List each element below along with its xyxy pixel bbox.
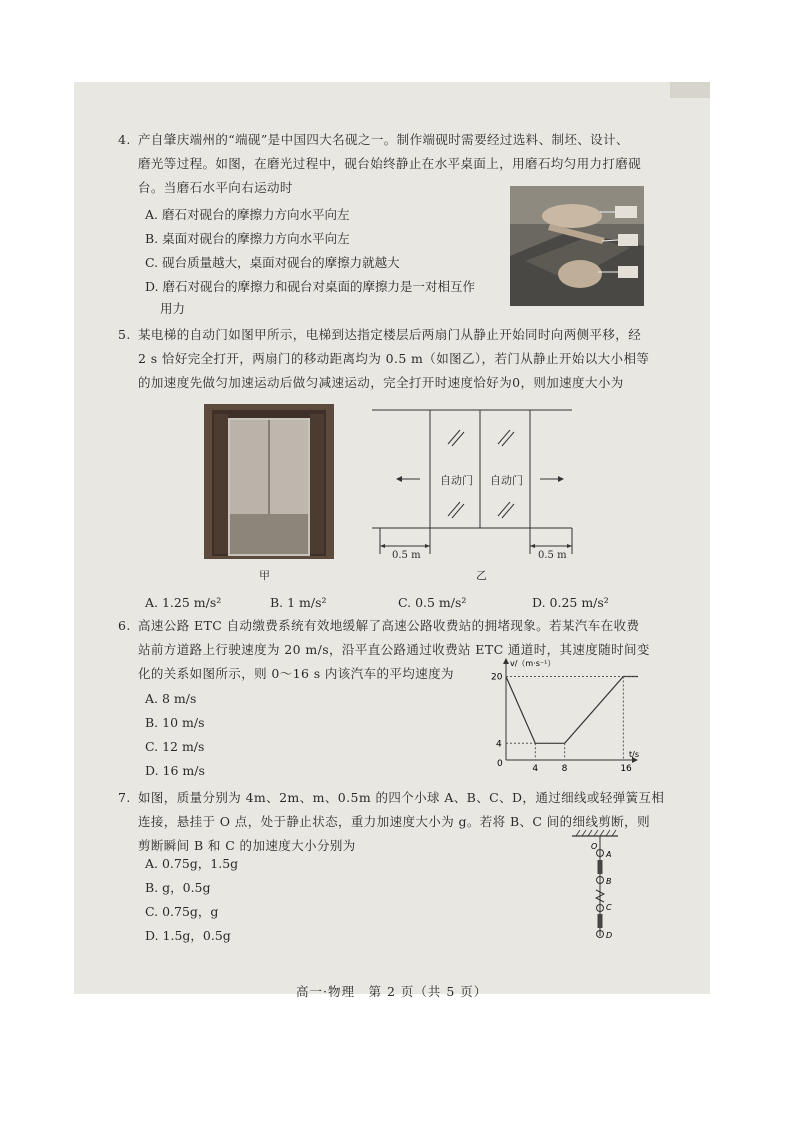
origin-label: 0 (497, 759, 503, 769)
q7-option-d[interactable]: D. 1.5g，0.5g (145, 928, 231, 943)
elevator-door-photo (204, 404, 334, 559)
x-tick-label-4: 4 (532, 764, 539, 774)
q5-option-d[interactable]: D. 0.25 m/s² (532, 595, 609, 610)
q7-line-2: 连接，悬挂于 O 点，处于静止状态，重力加速度大小为 g。若将 B、C 间的细线剪断，则 (138, 814, 650, 829)
q5-line-1: 某电梯的自动门如图甲所示，电梯到达指定楼层后两扇门从静止开始同时向两侧平移，经 (138, 327, 642, 342)
inkstone-photo (510, 186, 644, 306)
q5-line-3: 的加速度先做匀加速运动后做匀减速运动，完全打开时速度恰好为0，则加速度大小为 (138, 375, 624, 390)
y-tick-label-20: 20 (491, 672, 503, 683)
x-tick-label-16: 16 (620, 764, 632, 774)
q4-number: 4. (118, 132, 131, 147)
q6-line-2: 站前方道路上行驶速度为 20 m/s，沿平直公路通过收费站 ETC 通道时，其速度随时间变 (138, 642, 650, 657)
q5-number: 5. (118, 327, 131, 342)
q6-line-3: 化的关系如图所示，则 0～16 s 内该汽车的平均速度为 (138, 666, 454, 681)
q7-option-b[interactable]: B. g，0.5g (145, 880, 211, 895)
ball-d-label: D (606, 931, 613, 940)
q7-option-c[interactable]: C. 0.75g，g (145, 904, 219, 919)
q5-figure-b-caption: 乙 (476, 569, 487, 582)
sheet-edge-shadow (670, 82, 710, 98)
q4-option-a[interactable]: A. 磨石对砚台的摩擦力方向水平向左 (145, 207, 350, 222)
ball-a-label: A (606, 850, 612, 859)
spring-cd (598, 914, 603, 928)
q6-option-c[interactable]: C. 12 m/s (145, 739, 205, 754)
q4-option-d-continued: 用力 (160, 301, 186, 316)
velocity-time-chart (486, 654, 646, 778)
q5-option-a[interactable]: A. 1.25 m/s² (145, 595, 222, 610)
x-tick-label-8: 8 (561, 764, 568, 774)
spring-ab (598, 860, 603, 874)
q6-option-a[interactable]: A. 8 m/s (145, 691, 197, 706)
q4-line-1: 产自肇庆端州的“端砚”是中国四大名砚之一。制作端砚时需要经过选料、制坯、设计、 (138, 132, 629, 147)
q6-option-b[interactable]: B. 10 m/s (145, 715, 205, 730)
right-distance-label: 0.5 m (538, 550, 567, 561)
left-distance-label: 0.5 m (392, 550, 421, 561)
q7-number: 7. (118, 790, 131, 805)
q5-line-2: 2 s 恰好完全打开，两扇门的移动距离均为 0.5 m（如图乙），若门从静止开始以大小相等 (138, 351, 650, 366)
velocity-series-line (506, 677, 638, 744)
q5-option-b[interactable]: B. 1 m/s² (270, 595, 327, 610)
door-right-label: 自动门 (490, 474, 523, 487)
q4-option-b[interactable]: B. 桌面对砚台的摩擦力方向水平向左 (145, 231, 350, 246)
y-axis-arrow (503, 658, 509, 664)
q4-line-3: 台。当磨石水平向右运动时 (138, 180, 293, 195)
hanging-balls-diagram (566, 828, 626, 946)
q4-option-c[interactable]: C. 砚台质量越大，桌面对砚台的摩擦力就越大 (145, 255, 400, 270)
page-footer: 高一·物理 第 2 页（共 5 页） (296, 984, 488, 999)
x-axis-label: t/s (629, 750, 639, 759)
q6-number: 6. (118, 618, 131, 633)
q5-option-c[interactable]: C. 0.5 m/s² (398, 595, 467, 610)
cut-string-bc (596, 890, 604, 902)
q7-option-a[interactable]: A. 0.75g，1.5g (145, 856, 239, 871)
door-left-label: 自动门 (440, 474, 473, 487)
q6-line-1: 高速公路 ETC 自动缴费系统有效地缓解了高速公路收费站的拥堵现象。若某汽车在收费 (138, 618, 640, 633)
y-tick-label-4: 4 (496, 739, 502, 750)
ball-b-label: B (606, 877, 612, 886)
q4-line-2: 磨光等过程。如图，在磨光过程中，砚台始终静止在水平桌面上，用磨石均匀用力打磨砚 (138, 156, 642, 171)
q5-figure-a-caption: 甲 (259, 569, 270, 582)
q7-line-1: 如图，质量分别为 4m、2m、m、0.5m 的四个小球 A、B、C、D，通过细线或轻弹簧互相 (138, 790, 665, 805)
q6-option-d[interactable]: D. 16 m/s (145, 763, 205, 778)
q7-line-3: 剪断瞬间 B 和 C 的加速度大小分别为 (138, 838, 356, 853)
q4-option-d[interactable]: D. 磨石对砚台的摩擦力和砚台对桌面的摩擦力是一对相互作 (145, 279, 476, 294)
point-o-label: O (591, 842, 598, 851)
ceiling-hatch (576, 830, 616, 836)
y-axis-label: v/（m·s⁻¹） (510, 659, 556, 668)
ball-c-label: C (606, 903, 612, 912)
